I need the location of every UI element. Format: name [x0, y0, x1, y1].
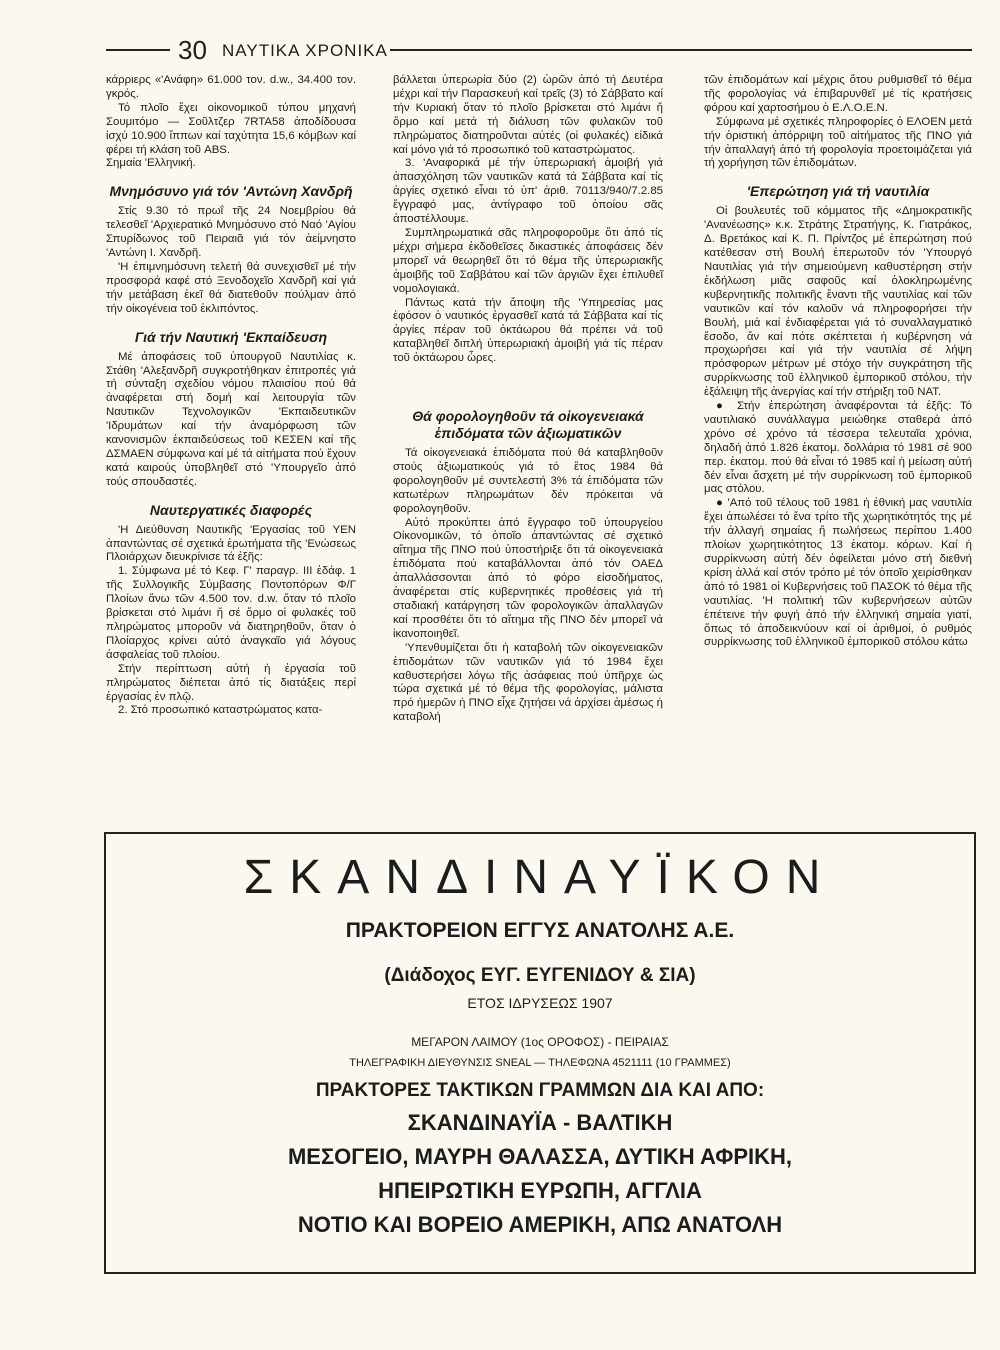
paragraph: ● 'Από τοῦ τέλους τοῦ 1981 ἡ ἐθνική μας ναυτιλία ἔχει ἀπωλέσει τό ἕνα τρίτο τῆς χωρητικότητός της μέ τήν ἀλλαγή σημαίας ἤ πωλήσεως περίπου 1.400 πλοίων χωρητικότητος 13 ἑκατομ. κόρων. Καί ἡ συρρίκνωση αὐτή δέν ὀφείλεται μόνο στή διεθνή κρίση ἀλλά καί στόν τρόπο μέ τόν ὁποῖο χειρίσθηκαν ἀπό τό 1981 οἱ Κυβερνήσεις τοῦ ΠΑΣΟΚ τό θέμα τῆς ναυτιλίας. 'Η πολιτική τῶν κυβερνήσεων αὐτῶν ἐπέτεινε τήν φυγή ἀπό τήν ἑλληνική σημαία γιατί, ὅπως τό ἀποδεικνύουν καί οἱ ἀριθμοί, ὁ ρυθμός συρρίκνωσης τοῦ ἑλληνικοῦ ἐμπορικοῦ στόλου κάτω [704, 497, 972, 649]
ad-address: ΜΕΓΑΡΟΝ ΛΑΙΜΟΥ (1ος ΟΡΟΦΟΣ) - ΠΕΙΡΑΙΑΣ [411, 1035, 669, 1049]
paragraph: 'Η ἐπιμνημόσυνη τελετή θά συνεχισθεῖ μέ τήν προσφορά καφέ στό Ξενοδοχεῖο Χανδρῆ καί γιά τήν μετάβαση ἐκεῖ θά διατεθοῦν πούλμαν ἀπό τήν οἰκογένεια τοῦ ἐκλιπόντος. [106, 260, 356, 315]
paragraph: Τά οἰκογενειακά ἐπιδόματα πού θά καταβληθοῦν στούς ἀξιωματικούς γιά τό ἔτος 1984 θά φορολογηθοῦν μέ συντελεστή 3% τά ἐπιδόματα τῶν κατωτέρων πληρωμάτων δέν πρόκειται νά φορολογηθοῦν. [393, 447, 663, 515]
article-heading: Γιά τήν Ναυτική 'Εκπαίδευση [134, 328, 328, 345]
ad-route-line: ΣΚΑΝΔΙΝΑΥΪΑ - ΒΑΛΤΙΚΗ [407, 1110, 673, 1135]
magazine-title: ΝΑΥΤΙΚΑ ΧΡΟΝΙΚΑ [222, 41, 388, 60]
paragraph: Σημαία 'Ελληνική. [106, 157, 196, 170]
ad-route-line: ΝΟΤΙΟ ΚΑΙ ΒΟΡΕΙΟ ΑΜΕΡΙΚΗ, ΑΠΩ ΑΝΑΤΟΛΗ [297, 1212, 783, 1237]
article-heading: Μνημόσυνο γιά τόν 'Αντώνη Χανδρῆ [109, 183, 353, 200]
paragraph: 3. 'Αναφορικά μέ τήν ὑπερωριακή ἀμοιβή γιά ἀπασχόληση τῶν ναυτικῶν κατά τά Σάββατα καί τίς ἀργίες σχετικό εἶναι τό ὑπ' ἀριθ. 70113/940/7.2.85 ἔγγραφό μας, ἀντίγραφο τοῦ ὁποίου σᾶς ἀποστέλλουμε. [393, 157, 663, 226]
page-number: 30 [178, 35, 207, 65]
article-heading: Ναυτεργατικές διαφορές [149, 501, 313, 518]
column-1 [106, 74, 356, 718]
ad-title: ΣΚΑΝΔΙΝΑΥΪΚΟΝ [243, 851, 837, 904]
paragraph: Οἱ βουλευτές τοῦ κόμματος τῆς «Δημοκρατικῆς 'Ανανέωσης» κ.κ. Στράτης Στρατήγης, Κ. Γιατράκος, Δ. Βρετάκος καί Κ. Π. Πρίντζος μέ ἐπερώτηση πού κατέθεσαν στή Βουλή ἐπερωτοῦν τόν 'Υπουργό Ναυτιλίας γιά τήν σημειούμενη καθυστέρηση στήν ἐκδήλωση μιᾶς σαφοῦς καί ὁλοκληρωμένης κυβερνητικῆς πολιτικῆς ἔναντι τῆς ναυτιλίας καί τῶν ναυτικῶν καί τόν καλοῦν νά πληροφορήσει τήν Βουλή, μιά καί ἐνδιαφέρεται γιά τό συναλλαγματικό ἔσοδο, ἄν καί πότε σκέπτεται ἡ κυβέρνηση νά προχωρήσει καί γιά τήν ναυτιλία σέ λήψη πρόσφορων μέτρων μέ στόχο τήν συγκράτηση τῆς συρρίκνωσης τοῦ ἑλληνικοῦ ἐμπορικοῦ στόλου, τήν ἐξάλειψη τῆς ἀνεργίας καί τήν στήριξη τοῦ ΝΑΤ. [704, 205, 972, 399]
header-rule-right [390, 49, 972, 51]
paragraph: 1. Σύμφωνα μέ τό Κεφ. Γ' παραγρ. III ἐδάφ. 1 τῆς Συλλογικῆς Σύμβασης Ποντοπόρων Φ/Γ Πλοίων ἄνω τῶν 4.500 τον. d.w. ὅταν τό πλοῖο βρίσκεται στό λιμάνι ἤ σέ ὅρμο οἱ φυλακές τοῦ πληρώματος μποροῦν νά διατηρηθοῦν, ὅταν ὁ Πλοίαρχος κρίνει αὐτό ἀναγκαῖο γιά λόγους ἀσφαλείας τοῦ πλοίου. [106, 565, 356, 661]
article-heading: 'Επερώτηση γιά τή ναυτιλία [746, 183, 930, 200]
paragraph: Αὐτό προκύπτει ἀπό ἔγγραφο τοῦ ὑπουργείου Οἰκονομικῶν, τό ὁποῖο ἀπαντώντας σέ σχετικό αἴτημα τῆς ΠΝΟ πού ὑποστήριξε ὅτι τά οἰκογενειακά ἐπιδόματα πού καταβάλλονται ἀπό τόν ΟΑΕΔ ἀπαλλάσσονται ἀπό τό φόρο εἰσοδήματος, ἀναφέρεται στίς κυβερνητικές προθέσεις γιά τή σταδιακή κατάργηση τῶν φορολογικῶν ἀπαλλαγῶν καί προσθέτει ὅτι τό αἴτημα τῆς ΠΝΟ δέν μπορεῖ νά ἱκανοποιηθεῖ. [393, 516, 663, 640]
paragraph: Πάντως κατά τήν ἄποψη τῆς 'Υπηρεσίας μας ἐφόσον ὁ ναυτικός ἐργασθεῖ κατά τά Σάββατα καί τίς ἀργίες πέραν τοῦ ὀκτάωρου θά πρέπει νά τοῦ καταβληθεῖ διπλή ὑπερωριακή ἀμοιβή γιά τίς πέραν τοῦ ὀκτάωρου ὧρες. [393, 296, 663, 365]
paragraph: 'Υπενθυμίζεται ὅτι ἡ καταβολή τῶν οἰκογενειακῶν ἐπιδομάτων τῶν ναυτικῶν γιά τό 1984 ἔχει καθυστερήσει λόγω τῆς ἀσάφειας πού ὑπῆρχε ὡς τώρα σχετικά μέ τό θέμα τῆς φορολογίας, μάλιστα πρό ἡμερῶν ἡ ΠΝΟ εἶχε ζητήσει νά ἀρχίσει ἀμέσως ἡ καταβολή [393, 641, 663, 724]
paragraph: Στίς 9.30 τό πρωΐ τῆς 24 Νοεμβρίου θά τελεσθεῖ 'Αρχιερατικό Μνημόσυνο στό Ναό 'Αγίου Σπυρίδωνος τοῦ Πειραιᾶ γιά τόν ἀείμνηστο 'Αντώνη Ι. Χανδρῆ. [106, 205, 356, 260]
column-2 [393, 74, 663, 725]
ad-route-line: ΗΠΕΙΡΩΤΙΚΗ ΕΥΡΩΠΗ, ΑΓΓΛΙΑ [378, 1178, 702, 1203]
paragraph: ● Στήν ἐπερώτηση ἀναφέρονται τά ἑξῆς: Τό ναυτιλιακό συνάλλαγμα μειώθηκε σταθερά ἀπό χρόνο σέ χρόνο τά τέσσερα τελευταῖα χρόνια, δηλαδή ἀπό 1.826 ἑκατομ. δολλάρια τό 1981 σέ 900 περ. ἑκατομ. πού θά εἶναι τό 1985 καί ἡ μείωση αὐτή δέν εἶναι ἄσχετη μέ τήν συρρίκνωση τοῦ ἐμπορικοῦ μας στόλου. [704, 400, 972, 496]
paragraph: Μέ ἀποφάσεις τοῦ ὑπουργοῦ Ναυτιλίας κ. Στάθη 'Αλεξανδρῆ συγκροτήθηκαν ἐπιτροπές γιά τή σύνταξη σχεδίου νόμου πλαισίου πού θά ἀναφέρεται στή δομή καί λειτουργία τῶν Ναυτικῶν Τεχνολογικῶν 'Εκπαιδευτικῶν 'Ιδρυμάτων καί τήν ἀναμόρφωση τῶν κανονισμῶν ἐκπαιδεύσεως τοῦ ΚΕΣΕΝ καί τῆς ΔΣΜΑΕΝ σύμφωνα καί μέ τά αἰτήματα πού ἔχουν κατά καιρούς ὑποβληθεῖ στό 'Υπουργεῖο ἀπό τούς σπουδαστές. [106, 350, 356, 488]
ad-company-name: ΠΡΑΚΤΟΡΕΙΟΝ ΕΓΓΥΣ ΑΝΑΤΟΛΗΣ Α.Ε. [345, 919, 735, 942]
article-heading: Θά φορολογηθοῦν τά οἰκογενειακά ἐπιδόματα τῶν ἀξιωματικῶν [412, 408, 644, 442]
paragraph: Στήν περίπτωση αὐτή ἡ ἐργασία τοῦ πληρώματος διέπεται ἀπό τίς διατάξεις περί ἐργασίας ἐν πλῷ. [106, 662, 356, 703]
paragraph: τῶν ἐπιδομάτων καί μέχρις ὅτου ρυθμισθεῖ τό θέμα τῆς φορολογίας νά ἐπιβαρυνθεῖ μέ τίς κρατήσεις φόρου καί χαρτοσήμου ὁ Ε.Λ.Ο.Ε.Ν. [704, 74, 972, 114]
ad-successor: (Διάδοχος ΕΥΓ. ΕΥΓΕΝΙΔΟΥ & ΣΙΑ) [384, 965, 696, 986]
ad-route-line: ΜΕΣΟΓΕΙΟ, ΜΑΥΡΗ ΘΑΛΑΣΣΑ, ΔΥΤΙΚΗ ΑΦΡΙΚΗ, [287, 1144, 793, 1169]
ad-established: ΕΤΟΣ ΙΔΡΥΣΕΩΣ 1907 [467, 995, 613, 1011]
advertisement-box [104, 832, 976, 1274]
ad-agents-heading: ΠΡΑΚΤΟΡΕΣ ΤΑΚΤΙΚΩΝ ΓΡΑΜΜΩΝ ΔΙΑ ΚΑΙ ΑΠΟ: [315, 1080, 765, 1101]
paragraph: Τό πλοῖο ἔχει οἰκονομικοῦ τύπου μηχανή Σουμιτόμο — Σοῦλτζερ 7RTA58 ἀποδίδουσα ἰσχύ 10.900 ἵππων καί ταχύτητα 15,6 κόμβων καί φέρει τή κλάση τοῦ ABS. [106, 101, 356, 156]
ad-telegraph: ΤΗΛΕΓΡΑΦΙΚΗ ΔΙΕΥΘΥΝΣΙΣ SNEAL — ΤΗΛΕΦΩΝΑ 4521111 (10 ΓΡΑΜΜΕΣ) [349, 1057, 731, 1069]
paragraph: βάλλεται ὑπερωρία δύο (2) ὡρῶν ἀπό τή Δευτέρα μέχρι καί τήν Παρασκευή καί τρεῖς (3) τό Σάββατο καί τήν Κυριακή ὅταν τό πλοῖο βρίσκεται στό λιμάνι ἤ ὅρμο καί μετά τή διάλυση τῶν φυλακῶν τοῦ πληρώματος διατηροῦνται αὐτές (οἱ φυλακές) εἰδικά καί μόνο γιά τό προσωπικό τοῦ καταστρώματος. [393, 74, 663, 156]
column-3 [704, 74, 972, 650]
paragraph: κάρριερς «'Ανάφη» 61.000 τον. d.w., 34.400 τον. γκρός. [106, 74, 356, 100]
paragraph: Σύμφωνα μέ σχετικές πληροφορίες ὁ ΕΛΟΕΝ μετά τήν ὁριστική ἀπόρριψη τοῦ αἰτήματος τῆς ΠΝΟ γιά τήν ἀπαλλαγή ἀπό τή φορολογία προετοιμάζεται γιά τή χορήγηση τῶν ἐπιδομάτων. [704, 115, 972, 170]
paragraph: Συμπληρωματικά σᾶς πληροφοροῦμε ὅτι ἀπό τίς μέχρι σήμερα ἐκδοθεῖσες δικαστικές ἀποφάσεις δέν μπορεῖ νά θεωρηθεῖ ὅτι τό θέμα τῆς ὑπερωριακῆς ἀμοιβῆς τοῦ Σαββάτου καί τῶν ἀργιῶν ἔχει ἐπιλυθεῖ νομολογιακά. [393, 226, 663, 295]
header-rule-left [106, 49, 170, 51]
paragraph: 2. Στό προσωπικό καταστρώματος κατα- [118, 704, 323, 717]
paragraph: 'Η Διεύθυνση Ναυτικῆς 'Εργασίας τοῦ ΥΕΝ ἀπαντώντας σέ σχετικά ἐρωτήματα τῆς 'Ενώσεως Πλοιάρχων διευκρίνισε τά ἑξῆς: [106, 523, 356, 564]
